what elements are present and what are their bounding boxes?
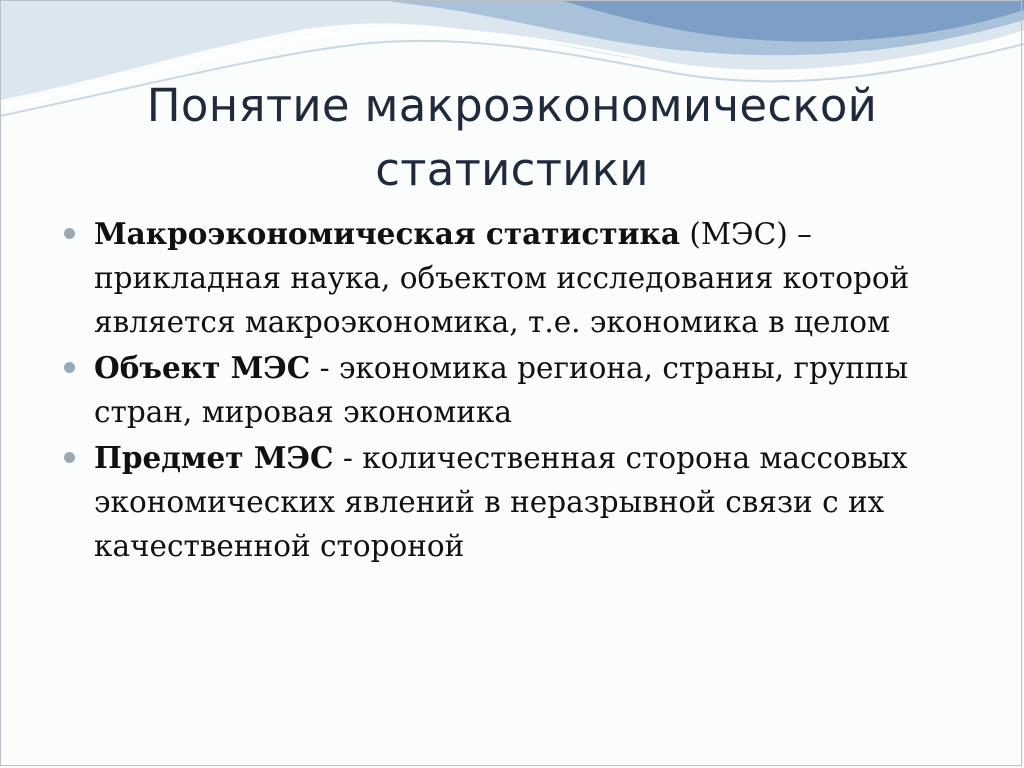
bullet-text: - количественная сторона массовых экономических явлений в неразрывной связи с их качественной стороной: [94, 441, 908, 563]
bullet-text: (МЭС) – прикладная наука, объектом исследования которой является макроэкономика, т.е. экономика в целом: [94, 217, 910, 339]
bullet-term: Объект МЭС: [94, 350, 311, 385]
slide-title-line-1: Понятие макроэкономической: [146, 79, 878, 132]
slide-title-line-2: статистики: [375, 143, 649, 196]
bullet-term: Предмет МЭС: [94, 440, 334, 475]
bullet-text: - экономика региона, страны, группы стран, мировая экономика: [94, 351, 909, 429]
bullet-term: Макроэкономическая статистика: [94, 216, 680, 251]
